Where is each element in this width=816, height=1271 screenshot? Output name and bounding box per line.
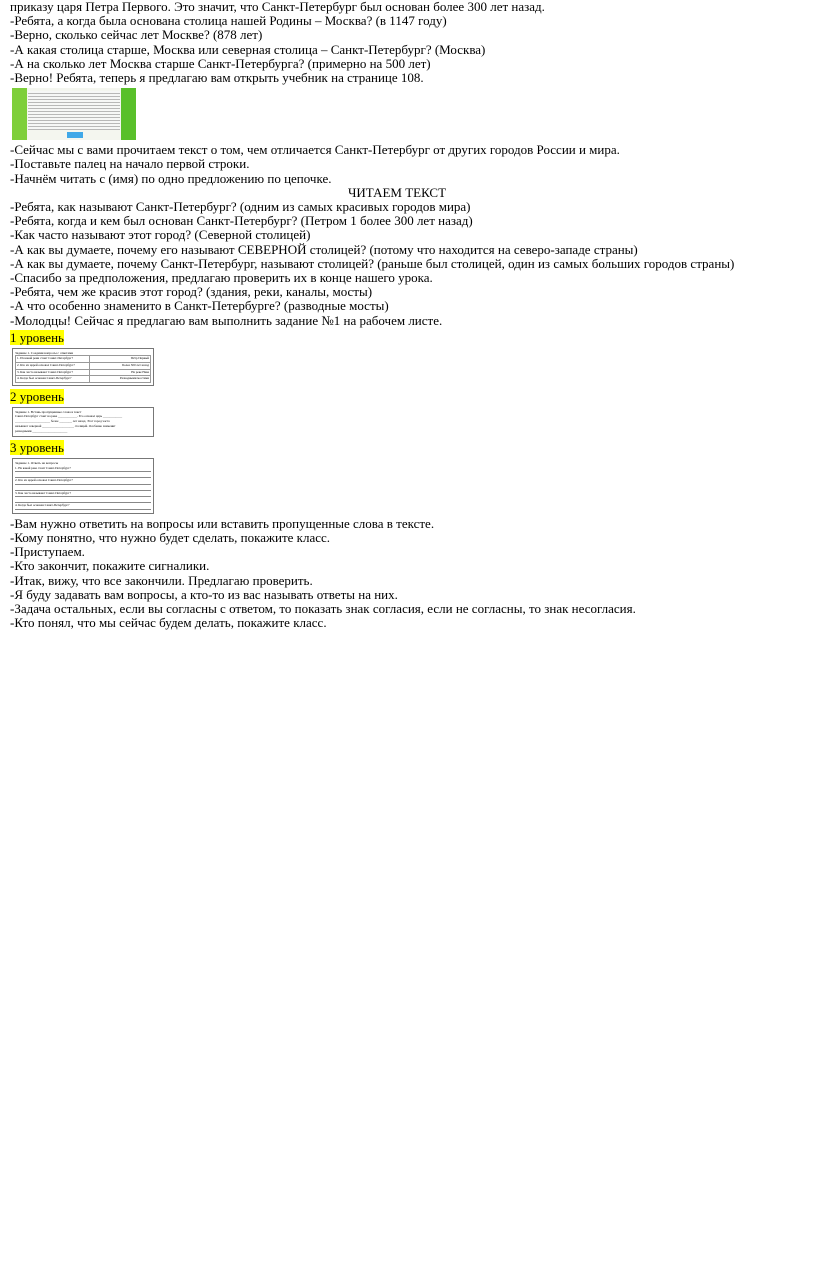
question-cell: 4. Когда был основан Санкт-Петербург? [16,376,90,383]
level-2-worksheet [12,407,154,437]
question-line: 3. Как часто называют Санкт-Петербург? [15,492,151,497]
text-line: -Кто понял, что мы сейчас будем делать, покажите класс. [10,615,327,631]
fill-line: называют северной ____________________ столицей. Особенно знаменит [15,424,116,429]
worksheet-title: Задание 1. Соедини вопросы с ответами [15,350,74,355]
question-cell: 3. Как часто называют Санкт-Петербург? [16,369,90,376]
table-row [16,356,151,363]
table-row [16,376,151,383]
question-cell: 1. Из какой реки стоит Санкт-Петербург? [16,356,90,363]
level-1-worksheet [12,348,154,386]
fill-line: ______________________ более ________ лет назад. Этот город часто [15,419,110,424]
text-line: -А как вы думаете, почему Санкт-Петербург, называют столицей? (раньше был столицей, один из самых больших городов страны) [10,255,735,271]
text-line: -Ребята, чем же красив этот город? (здания, реки, каналы, мосты) [10,284,373,300]
question-line: 1. На какой реке стоит Санкт-Петербург? [15,467,151,472]
question-line: 4. Когда был основан Санкт-Петербург? [15,504,151,509]
answer-cell: Более 300 лет назад [90,362,151,369]
reading-heading: ЧИТАЕМ ТЕКСТ [347,184,447,200]
text-line: -Задача остальных, если вы согласны с ответом, то показать знак согласия, если не согласны, то знак несогласия. [10,600,636,616]
closing-block [10,517,810,631]
text-line: -Ребята, когда и кем был основан Санкт-Петербург? (Петром 1 более 300 лет назад) [10,213,473,229]
text-line: -Верно, сколько сейчас лет Москве? (878 лет) [10,27,263,43]
level-3-label: 3 уровень [10,440,64,456]
text-line: -А как вы думаете, почему его называют СЕВЕРНОЙ столицей? (потому что находится на северо-западе страны) [10,241,638,257]
text-line: -Вам нужно ответить на вопросы или вставить пропущенные слова в тексте. [10,515,435,531]
intro-block [10,0,810,85]
text-line: -Я буду задавать вам вопросы, а кто-то из вас называть ответы на них. [10,586,398,602]
textbook-text-lines [28,91,120,130]
answer-cell: На реке Нева [90,369,151,376]
text-line: приказу царя Петра Первого. Это значит, что Санкт-Петербург был основан более 300 лет назад. [10,0,545,14]
text-line: -Итак, вижу, что все закончили. Предлагаю проверить. [10,572,313,588]
textbook-page-image [12,88,136,140]
text-line: -Приступаем. [10,544,85,560]
table-row [16,362,151,369]
level-2-label: 2 уровень [10,389,64,405]
answer-cell: Разводными мостами [90,376,151,383]
level-3-section [10,440,810,455]
text-line: -Спасибо за предположения, предлагаю проверить их в конце нашего урока. [10,270,433,286]
text-line: -А на сколько лет Москва старше Санкт-Петербурга? (примерно на 500 лет) [10,55,431,71]
level-1-label: 1 уровень [10,329,64,345]
textbook-page-number-marker [67,132,83,138]
text-line: -Поставьте палец на начало первой строки. [10,156,250,172]
text-line: -А какая столица старше, Москва или северная столица – Санкт-Петербург? (Москва) [10,41,486,57]
text-line: -Верно! Ребята, теперь я предлагаю вам открыть учебник на странице 108. [10,70,424,86]
fill-line: разводными ______________________ [15,429,68,434]
text-line: -Начнём читать с (имя) по одно предложению по цепочке. [10,170,332,186]
answer-cell: Пётр Первый [90,356,151,363]
text-line: -Кто закончит, покажите сигналики. [10,558,210,574]
qa-block [10,200,810,328]
text-line: -Ребята, а когда была основана столица нашей Родины – Москва? (в 1147 году) [10,13,447,29]
worksheet-title: Задание 1. Ответь на вопросы [15,461,59,466]
level-2-section [10,389,810,404]
table-row [16,369,151,376]
fill-line: Санкт-Петербург стоит на реке ____________. Его основал царь ____________ [15,414,123,419]
text-line: -Молодцы! Сейчас я предлагаю вам выполнить задание №1 на рабочем листе. [10,312,443,328]
text-line: -Ребята, как называют Санкт-Петербург? (одним из самых красивых городов мира) [10,199,471,215]
question-cell: 2. Кто из царей основал Санкт-Петербург? [16,362,90,369]
document-page [10,0,810,631]
matching-table [15,355,151,383]
reading-block [10,143,810,200]
text-line: -Как часто называют этот город? (Северной столицей) [10,227,311,243]
text-line: -А что особенно знаменито в Санкт-Петербурге? (разводные мосты) [10,298,389,314]
question-line: 2. Кто из царей основал Санкт-Петербург? [15,479,151,484]
level-1-section [10,330,810,345]
text-line: -Сейчас мы с вами прочитаем текст о том, чем отличается Санкт-Петербург от других городов России и мира. [10,142,620,158]
worksheet-title: Задание 1. Вставь пропущенные слова в текст [15,410,82,415]
level-3-worksheet [12,458,154,513]
text-line: -Кому понятно, что нужно будет сделать, покажите класс. [10,529,331,545]
